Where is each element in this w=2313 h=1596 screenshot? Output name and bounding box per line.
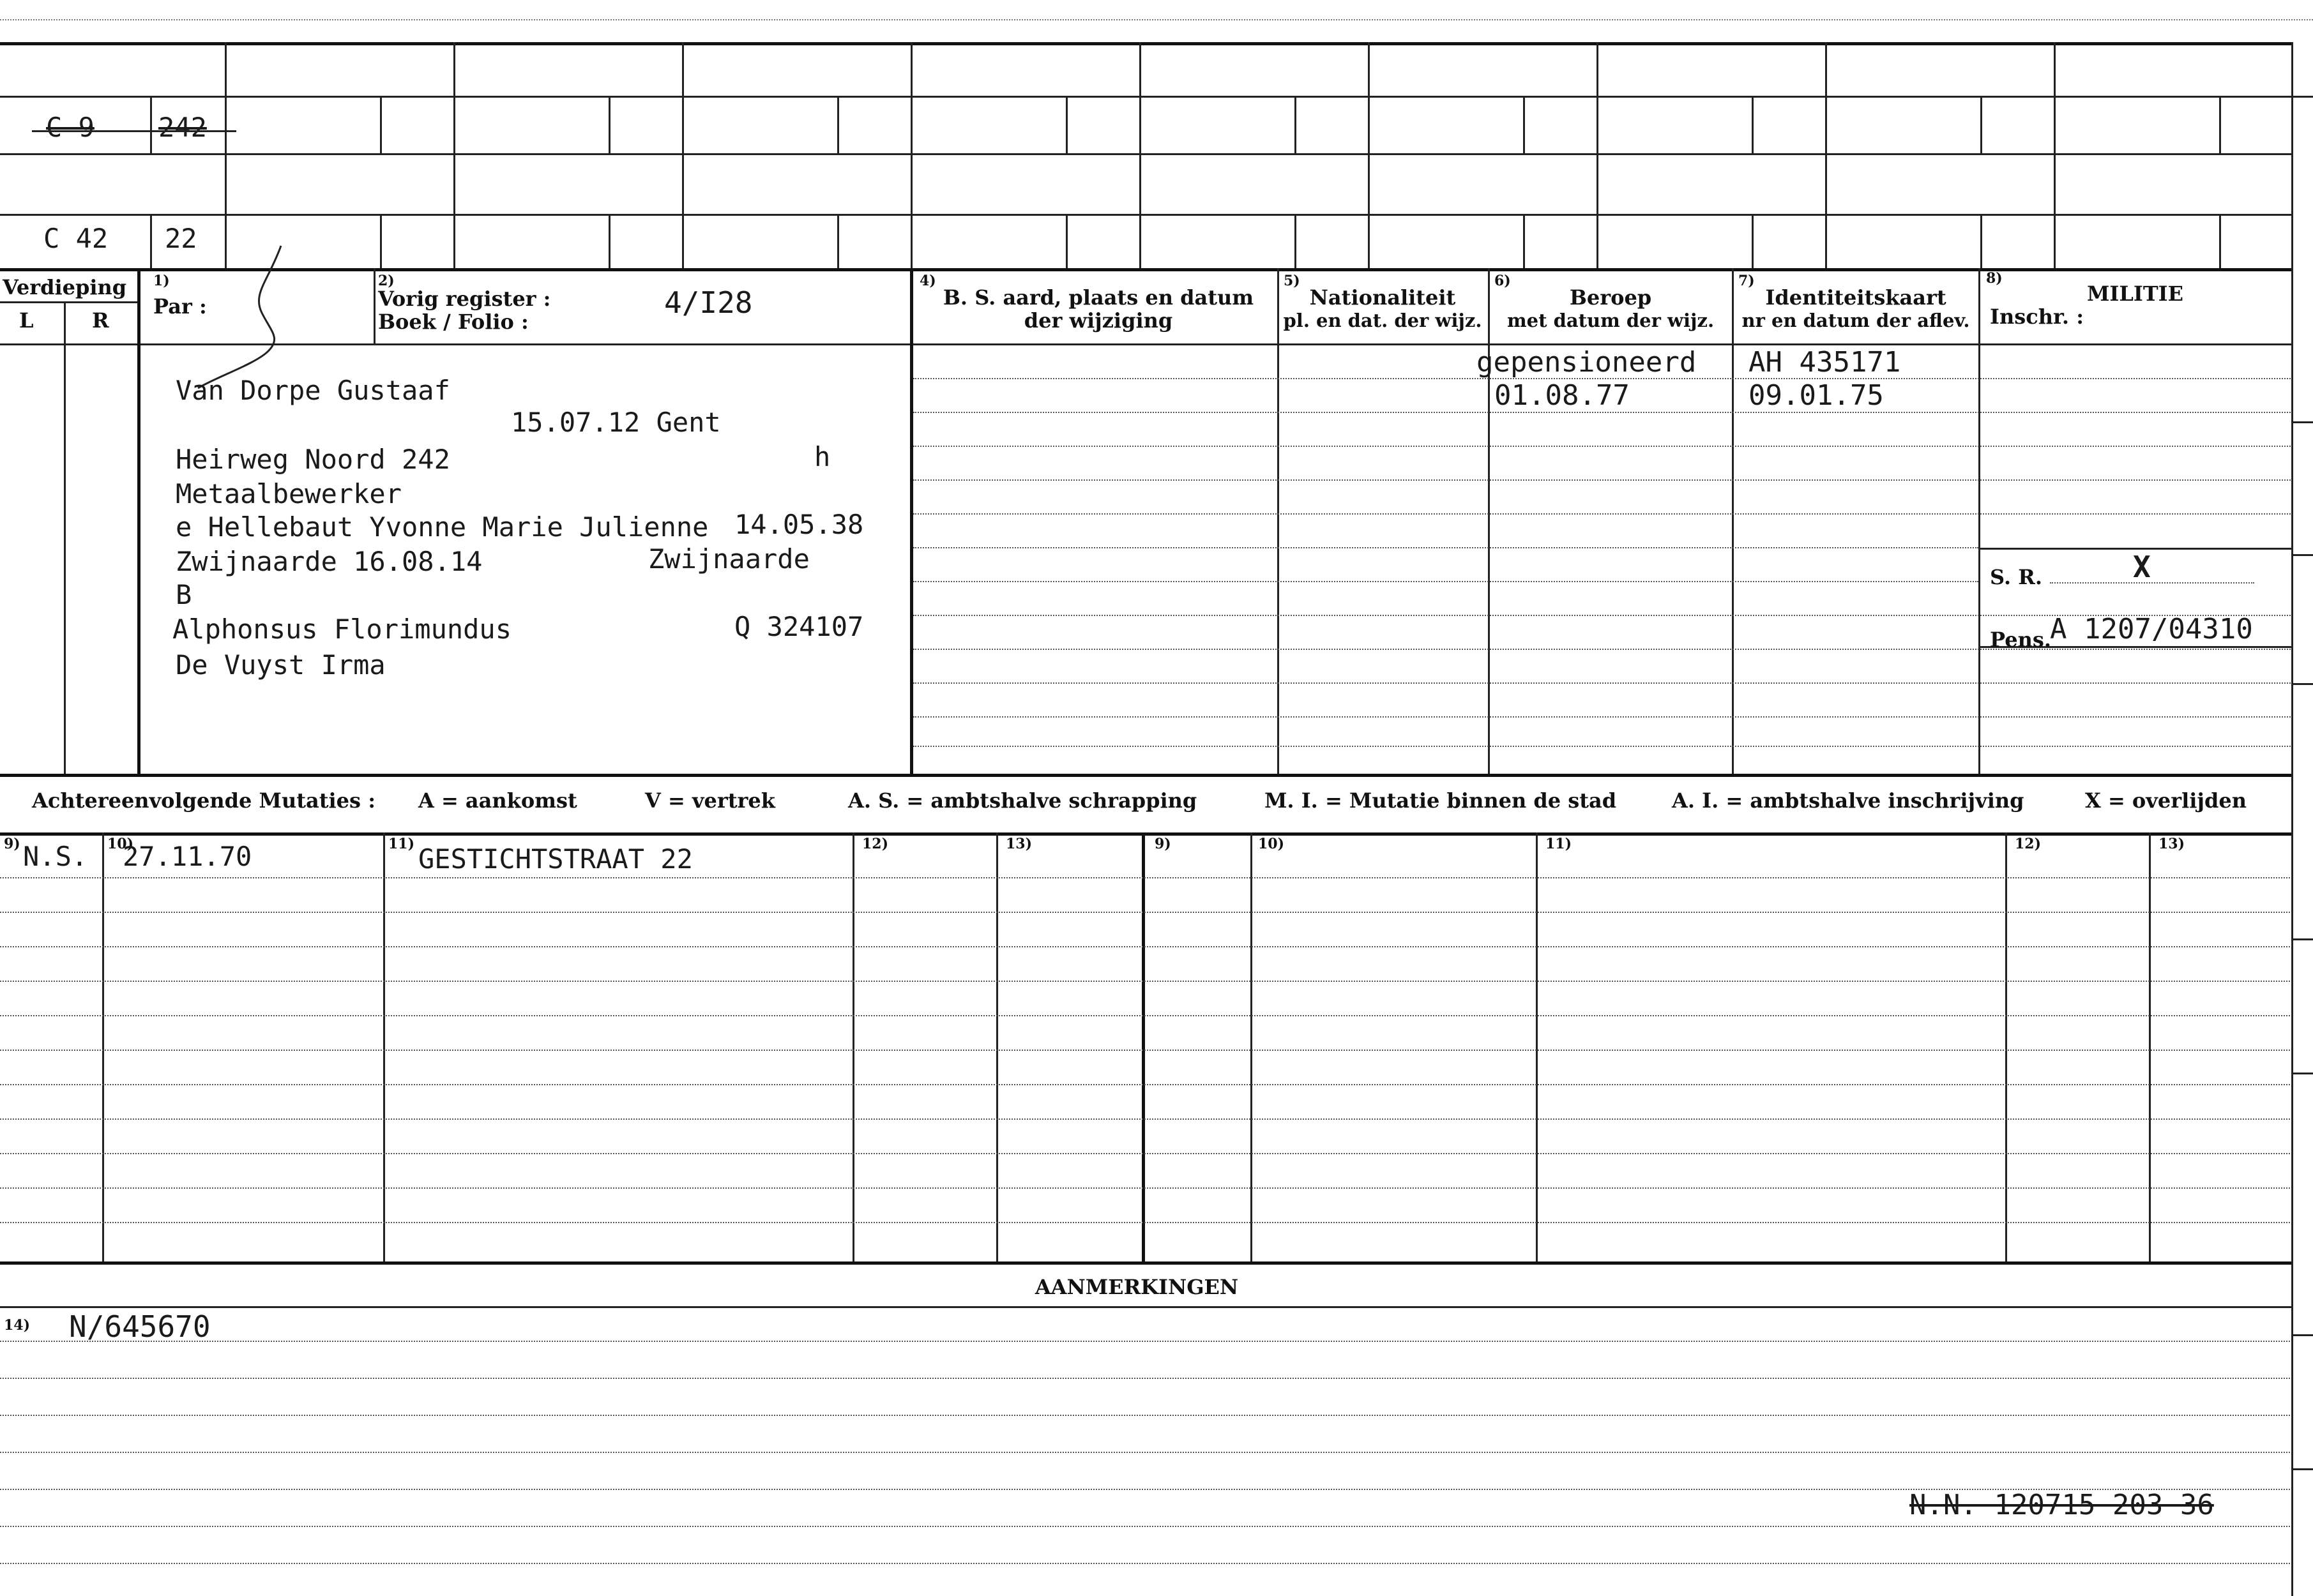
top-grid-subline: [1980, 214, 1982, 268]
aanmerking-value: N/645670: [69, 1309, 211, 1344]
mut-note-13: 13): [1006, 836, 1033, 852]
legend-as: A. S. = ambtshalve schrapping: [848, 788, 1197, 813]
nationaliteit-label-1: Nationaliteit: [1309, 285, 1456, 310]
top-grid-vline: [2054, 42, 2056, 268]
strike-line: [32, 130, 236, 132]
dotted-line: [0, 1187, 2293, 1189]
mut-col: [996, 832, 998, 1261]
mother: De Vuyst Irma: [176, 649, 386, 681]
note-1: 1): [153, 273, 170, 289]
mut-note-9b: 9): [1155, 836, 1171, 852]
dotted-line: [0, 1378, 2293, 1379]
dotted-line: [913, 513, 2293, 515]
top-grid-subline: [380, 214, 382, 268]
top-grid-subline: [2219, 214, 2221, 268]
spouse-date: 14.05.38: [734, 509, 864, 540]
aanmerkingen-top-line: [0, 1261, 2293, 1265]
top-grid-line: [0, 96, 2293, 98]
id-card-date: 09.01.75: [1748, 379, 1884, 412]
boek-folio-label: Boek / Folio :: [378, 310, 529, 334]
father: Alphonsus Florimundus: [172, 614, 512, 645]
dotted-line: [0, 1563, 2293, 1564]
marriage-place-date: Zwijnaarde 16.08.14: [176, 546, 483, 577]
top-grid-subline: [837, 96, 839, 153]
top-grid-vline: [225, 42, 227, 268]
dotted-line: [913, 446, 2293, 447]
letter-b: B: [176, 579, 192, 610]
id-card-number: AH 435171: [1748, 346, 1901, 379]
pens-label: Pens.: [1990, 628, 2051, 652]
dotted-line: [0, 1526, 2293, 1527]
dotted-line: [913, 716, 2293, 718]
top-grid-line: [0, 42, 2293, 45]
top-grid-subline: [1066, 96, 1068, 153]
legend-a: A = aankomst: [418, 788, 577, 813]
top-grid-vline: [1139, 42, 1141, 268]
edge-tick: [2291, 938, 2313, 940]
inschr-label: Inschr. :: [1990, 305, 2084, 329]
top-grid-subline: [1523, 96, 1525, 153]
mut-note-10b: 10): [1258, 836, 1285, 852]
mut-note-10: 10): [107, 836, 134, 852]
top-edge-line: [0, 19, 2313, 20]
nn-number: N.N. 120715 203 36: [1909, 1489, 2214, 1521]
top-grid-subline: [150, 96, 152, 153]
dotted-line: [0, 1050, 2293, 1051]
dotted-line: [0, 1415, 2293, 1416]
note-4: 4): [920, 273, 936, 289]
top-grid-vline: [453, 42, 455, 268]
mut-note-13b: 13): [2158, 836, 2185, 852]
verdieping-label: Verdieping: [3, 275, 127, 299]
col8-border: [1978, 268, 1980, 774]
militie-label: MILITIE: [2087, 282, 2184, 306]
dotted-line: [0, 1341, 2293, 1342]
dotted-line: [0, 877, 2293, 878]
identiteitskaart-label-1: Identiteitskaart: [1765, 285, 1946, 310]
header-bottom-line: [0, 343, 2293, 345]
top-grid-vline: [2291, 42, 2293, 268]
sex: h: [814, 441, 831, 472]
person-name: Van Dorpe Gustaaf: [176, 375, 450, 406]
bs-label-1: B. S. aard, plaats en datum: [943, 285, 1254, 310]
col5-border: [1277, 268, 1279, 774]
edge-tick: [2291, 96, 2313, 98]
register-number: 22: [165, 223, 197, 254]
top-grid-vline: [1368, 42, 1370, 268]
par-left-border: [137, 268, 140, 774]
edge-tick: [2291, 1334, 2313, 1336]
top-grid-vline: [911, 42, 913, 268]
mut-col: [383, 832, 385, 1261]
sr-value: X: [2133, 550, 2151, 584]
mut-col: [1250, 832, 1252, 1261]
vorig-register-label: Vorig register :: [378, 287, 551, 311]
nationaliteit-label-2: pl. en dat. der wijz.: [1283, 310, 1482, 331]
top-grid-subline: [1752, 96, 1754, 153]
top-grid-subline: [1523, 214, 1525, 268]
handwritten-stroke: [192, 243, 307, 389]
dotted-line: [0, 1084, 2293, 1085]
old-register-code: C 9: [46, 112, 95, 143]
legend-ai: A. I. = ambtshalve inschrijving: [1672, 788, 2024, 813]
mut-col: [1142, 832, 1145, 1261]
mutation-date: 27.11.70: [123, 841, 252, 872]
col-r-label: R: [92, 308, 109, 333]
dotted-line: [0, 1015, 2293, 1016]
top-grid-vline: [1825, 42, 1827, 268]
register-value: 4/I28: [664, 285, 753, 320]
top-grid-subline: [1294, 214, 1296, 268]
note-7: 7): [1738, 273, 1755, 289]
dotted-line: [0, 912, 2293, 913]
dotted-line: [913, 682, 2293, 684]
beroep-value: gepensioneerd: [1476, 346, 1697, 379]
dotted-line: [913, 581, 1978, 582]
dotted-line: [0, 1153, 2293, 1154]
note-6: 6): [1494, 273, 1511, 289]
edge-tick: [2291, 421, 2313, 423]
mutaties-top-line: [0, 774, 2293, 777]
mut-note-12: 12): [862, 836, 889, 852]
mutation-type: N.S.: [23, 841, 88, 872]
right-border: [2291, 268, 2293, 1596]
aanmerkingen-header-line: [0, 1306, 2293, 1308]
top-grid-subline: [1752, 214, 1754, 268]
note-14: 14): [4, 1317, 31, 1334]
col-l-label: L: [19, 308, 34, 333]
identiteitskaart-label-2: nr en datum der aflev.: [1741, 310, 1970, 331]
top-grid-subline: [609, 96, 610, 153]
dotted-line: [0, 1452, 2293, 1453]
top-grid-line: [0, 153, 2293, 155]
top-grid-subline: [1066, 214, 1068, 268]
note-8: 8): [1986, 270, 2003, 287]
mutaties-title: Achtereenvolgende Mutaties :: [32, 788, 375, 813]
col4-border: [910, 268, 913, 774]
mut-note-12b: 12): [2015, 836, 2042, 852]
legend-x: X = overlijden: [2085, 788, 2247, 813]
dotted-line: [913, 547, 1978, 548]
dotted-line: [913, 479, 2293, 481]
mut-col: [1536, 832, 1538, 1261]
dotted-line: [913, 412, 2293, 413]
par-label: Par :: [153, 294, 207, 319]
mut-col: [2005, 832, 2007, 1261]
verdieping-divider: [0, 301, 137, 303]
top-grid-subline: [1980, 96, 1982, 153]
sr-dotted: [2050, 582, 2254, 583]
aanmerkingen-title: AANMERKINGEN: [1035, 1275, 1239, 1299]
mutaties-header-line: [0, 832, 2293, 836]
dotted-line: [0, 1222, 2293, 1223]
dotted-line: [0, 946, 2293, 947]
lr-divider: [64, 301, 66, 774]
legend-mi: M. I. = Mutatie binnen de stad: [1264, 788, 1617, 813]
mutation-address: GESTICHTSTRAAT 22: [418, 843, 693, 875]
sr-label: S. R.: [1990, 565, 2042, 589]
edge-tick: [2291, 683, 2313, 685]
legend-v: V = vertrek: [645, 788, 775, 813]
top-grid-subline: [150, 214, 152, 268]
dotted-line: [913, 746, 2293, 747]
mut-col: [2149, 832, 2151, 1261]
edge-tick: [2291, 1468, 2313, 1470]
beroep-label-2: met datum der wijz.: [1506, 310, 1715, 331]
beroep-label-1: Beroep: [1569, 285, 1652, 310]
mut-note-11b: 11): [1545, 836, 1572, 852]
bs-label-2: der wijziging: [1024, 308, 1173, 333]
address: Heirweg Noord 242: [176, 444, 450, 475]
edge-tick: [2291, 554, 2313, 556]
spouse: e Hellebaut Yvonne Marie Julienne: [176, 511, 709, 543]
dotted-line: [0, 981, 2293, 982]
old-register-number: 242: [158, 112, 207, 143]
top-grid-subline: [2219, 96, 2221, 153]
top-grid-line: [0, 268, 2293, 271]
top-grid-subline: [837, 214, 839, 268]
occupation: Metaalbewerker: [176, 478, 402, 509]
birth-date-place: 15.07.12 Gent: [511, 407, 721, 438]
col7-border: [1732, 268, 1734, 774]
top-grid-subline: [1294, 96, 1296, 153]
beroep-date: 01.08.77: [1494, 379, 1630, 412]
mut-note-9: 9): [4, 836, 20, 852]
mut-note-11: 11): [388, 836, 415, 852]
note-2: 2): [378, 273, 395, 289]
mut-col: [102, 832, 104, 1261]
top-grid-line: [0, 214, 2293, 216]
person-code: Q 324107: [734, 611, 864, 642]
top-grid-vline: [1596, 42, 1598, 268]
register-code: C 42: [43, 223, 109, 254]
dotted-line: [0, 1118, 2293, 1120]
top-grid-vline: [682, 42, 684, 268]
top-grid-subline: [609, 214, 610, 268]
pens-value: A 1207/04310: [2050, 613, 2253, 645]
vorig-border: [374, 268, 375, 343]
mut-col: [853, 832, 854, 1261]
top-grid-subline: [380, 96, 382, 153]
dotted-line: [913, 649, 2293, 650]
col6-border: [1488, 268, 1490, 774]
edge-tick: [2291, 1073, 2313, 1074]
marriage-place: Zwijnaarde: [648, 543, 810, 575]
note-5: 5): [1284, 273, 1300, 289]
